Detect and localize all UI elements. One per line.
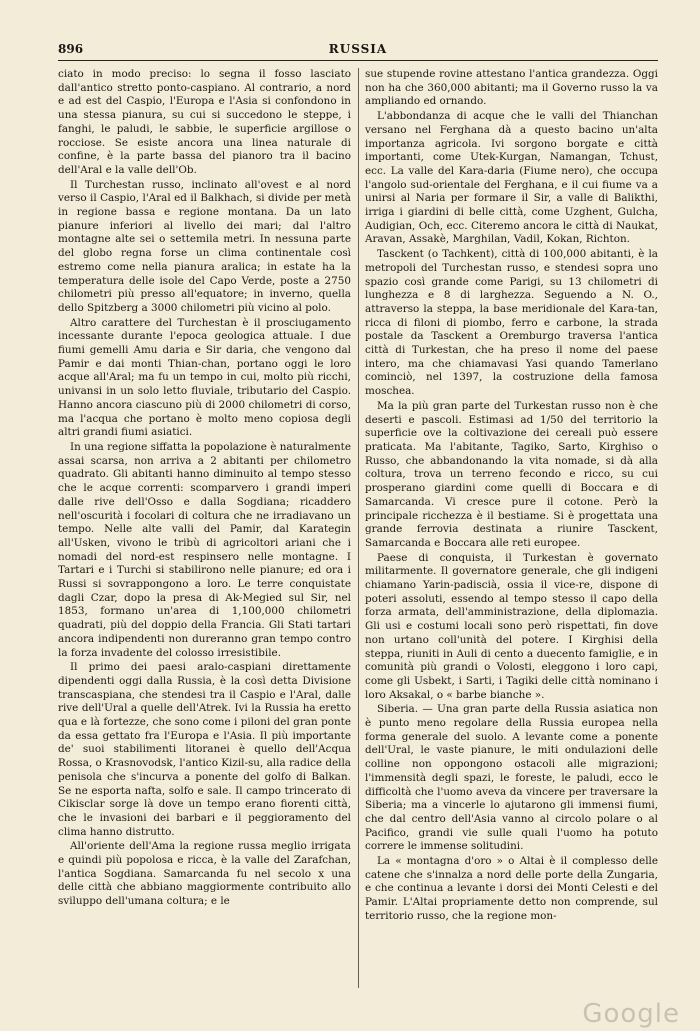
running-title: RUSSIA xyxy=(328,42,388,56)
column-divider xyxy=(358,68,359,988)
paragraph: Il primo dei paesi aralo-caspiani direttamente dipendenti oggi dalla Russia, è la così detta Divisione transcaspiana, che stendesi tra il Caspio e l'Aral, dalle rive dell'Ural a quelle dell'Atrek. Ivi la Russia ha eretto qua e là fortezze, che sono come i piloni del gran ponte da essa gettato fra l'Europa e l'Asia. Il più importante de' suoi stabilimenti litoranei è quello dell'Acqua Rossa, o Krasnovodsk, l'antico Kizil-su, alla radice della penisola che s'incurva a ponente del golfo di Balkan. Se ne esporta nafta, solfo e sale. Il campo trincerato di Cikisclar sorge là dove un tempo erano fiorenti città, che le invasioni dei barbari e il peggioramento del clima hanno distrutto. xyxy=(58,661,351,838)
page-number: 896 xyxy=(58,42,84,56)
paragraph: Ma la più gran parte del Turkestan russo non è che deserti e pascoli. Estimasi ad 1/50 del territorio la superficie ove la coltivazione dei cereali può essere praticata. Ma l'abitante, Tagiko, Sarto, Kirghiso o Russo, che abbandonando la vita nomade, si dà alla coltura, trova un terreno fecondo e ricco, su cui prosperano giardini come quelli di Boccara e di Samarcanda. Vi cresce pure il cotone. Però la principale ricchezza è il bestiame. Si è progettata una grande ferrovia destinata a riunire Tasckent, Samarcanda e Boccara alle reti europee. xyxy=(365,399,658,549)
paragraph: All'oriente dell'Ama la regione russa meglio irrigata e quindi più popolosa e ricca, è la valle del Zarafchan, l'antica Sogdiana. Samarcanda fu nel secolo x una delle città che abbiano maggiormente contribuito allo sviluppo dell'umana coltura; e le xyxy=(58,840,351,908)
paragraph: La « montagna d'oro » o Altai è il complesso delle catene che s'innalza a nord delle porte della Zungaria, e che continua a levante i dorsi dei Monti Celesti e del Pamir. L'Altai propriamente detto non comprende, sul territorio russo, che la regione mon- xyxy=(365,855,658,922)
paragraph: Paese di conquista, il Turkestan è governato militarmente. Il governatore generale, che gli indigeni chiamano Yarin-padiscià, ossia il vice-re, dispone di poteri assoluti, essendo al tempo stesso il capo della forza armata, dell'amministrazione, della diplomazia. Gli usi e costumi locali sono però rispettati, fin dove non urtano coll'unità del potere. I Kirghisi della steppa, riuniti in Auli di cento a duecento famiglie, e in comunità più grandi o Volosti, eleggono i loro capi, come gli Usbekt, i Sarti, i Tagiki delle città nominano i loro Aksakal, o « barbe bianche ». xyxy=(365,551,658,701)
paragraph: Siberia. — Una gran parte della Russia asiatica non è punto meno regolare della Russia europea nella forma generale del suolo. A levante come a ponente dell'Ural, le vaste pianure, le miti ondulazioni delle colline non oppongono ostacoli alle migrazioni; l'immensità degli spazi, le foreste, le paludi, ecco le difficoltà che l'uomo aveva da vincere per traversare la Siberia; ma a vincerle lo ajutarono gli immensi fiumi, che dal centro dell'Asia vanno al circolo polare o al Pacifico, grandi vie sulle quali l'uomo ha potuto correre le immense solitudini. xyxy=(365,703,658,853)
watermark: Google xyxy=(582,999,680,1029)
paragraph: Il Turchestan russo, inclinato all'ovest e al nord verso il Caspio, l'Aral ed il Balkhach, si divide per metà in regione bassa e regione montana. Da un lato pianure inferiori al livello dei mari; dal l'altro montagne alte sei o settemila metri. In nessuna parte del globo regna forse un clima continentale così estremo come nella pianura aralica; in estate ha la temperatura delle isole del Capo Verde, poste a 2750 chilometri più presso all'equatore; in inverno, quella dello Spitzberg a 3000 chilometri più vicino al polo. xyxy=(58,178,351,314)
paragraph: In una regione siffatta la popolazione è naturalmente assai scarsa, non arriva a 2 abitanti per chilometro quadrato. Gli abitanti hanno diminuito al tempo stesso che le acque correnti: scomparvero i grandi imperi dalle rive dell'Osso e dalla Sogdiana; ricaddero nell'oscurità i focolari di coltura che ne irradiavano un tempo. Nelle alte valli del Pamir, dal Karategin all'Usken, vivono le tribù di agricoltori ariani che i nomadi del nord-est respinsero nelle montagne. I Tartari e i Turchi si stabilirono nelle pianure; ed ora i Russi si sovrappongono a loro. Le terre conquistate dagli Czar, dopo la presa di Ak-Megied sul Sir, nel 1853, formano un'area di 1,100,000 chilometri quadrati, più del doppio della Francia. Gli Stati tartari ancora indipendenti non dureranno gran tempo contro la forza invadente del colosso irresistibile. xyxy=(58,440,351,659)
header-rule xyxy=(58,60,658,61)
paragraph: ciato in modo preciso: lo segna il fosso lasciato dall'antico stretto ponto-caspiano. Al contrario, a nord e ad est del Caspio, l'Europa e l'Asia si confondono in una stessa pianura, su cui si succedono le steppe, i fanghi, le paludi, le sabbie, le superficie argillose o rocciose. Se esiste ancora una linea naturale di confine, è la parte bassa del pianoro tra il bacino dell'Aral e la valle dell'Ob. xyxy=(58,68,351,176)
left-column xyxy=(58,68,351,910)
paragraph: sue stupende rovine attestano l'antica grandezza. Oggi non ha che 360,000 abitanti; ma il Governo russo la va ampliando ed ornando. xyxy=(365,68,658,108)
right-column xyxy=(365,68,658,925)
paragraph: Altro carattere del Turchestan è il prosciugamento incessante durante l'epoca geologica attuale. I due fiumi gemelli Amu daria e Sir daria, che vengono dal Pamir e dai monti Thian-chan, portano oggi le loro acque all'Aral; ma fu un tempo in cui, molto più ricchi, univansi in un solo letto fluviale, tributario del Caspio. Hanno ancora ciascuno più di 2000 chilometri di corso, ma l'acqua che portano è molto meno copiosa degli altri grandi fiumi asiatici. xyxy=(58,316,351,439)
paragraph: Tasckent (o Tachkent), città di 100,000 abitanti, è la metropoli del Turchestan russo, e stendesi sopra uno spazio così grande come Parigi, su 13 chilometri di lunghezza e 8 di larghezza. Seguendo a N. O., attraverso la steppa, la base meridionale del Kara-tan, ricca di filoni di piombo, ferro e carbone, la strada postale da Tasckent a Oremburgo traversa l'antica città di Turkestan, che ha preso il nome del paese intero, ma che chiamavasi Yasi quando Tamerlano cominciò, nel 1397, la costruzione della famosa moschea. xyxy=(365,248,658,398)
page-header xyxy=(58,38,658,60)
paragraph: L'abbondanza di acque che le valli del Thianchan versano nel Ferghana dà a questo bacino un'alta importanza agricola. Ivi sorgono borgate e città importanti, come Utek-Kurgan, Namangan, Tchust, ecc. La valle del Kara-daria (Fiume nero), che occupa l'angolo sud-orientale del Ferghana, e il cui fiume va a unirsi al Naria per formare il Sir, a valle di Balikthi, irriga i giardini di belle città, come Uzghent, Gulcha, Audigian, Och, ecc. Citeremo ancora le città di Naukat, Aravan, Assakè, Marghilan, Vadil, Kokan, Richton. xyxy=(365,110,658,246)
